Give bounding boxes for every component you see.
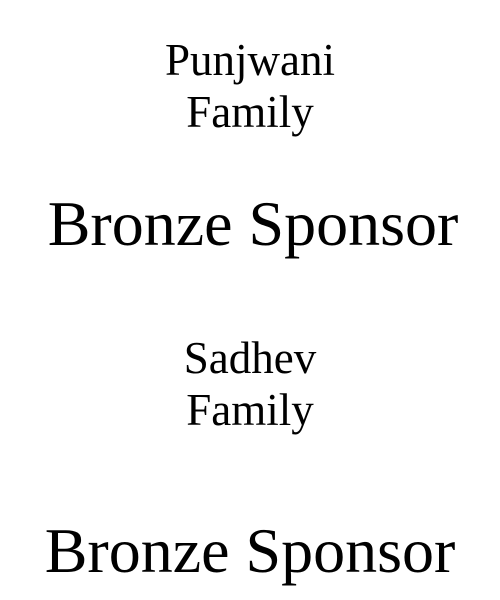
sponsor-tier-label: Bronze Sponsor bbox=[44, 515, 456, 586]
sponsor-name-line: Family bbox=[186, 87, 314, 137]
sponsor-tier-punjwani bbox=[3, 189, 500, 259]
sponsor-name-line: Sadhev bbox=[183, 333, 317, 383]
sponsor-tier-sadhev bbox=[0, 516, 500, 586]
sponsor-name-sadhev bbox=[0, 332, 500, 436]
sponsor-name-line: Punjwani bbox=[164, 35, 335, 85]
sponsor-name-line: Family bbox=[186, 385, 314, 435]
sponsor-tier-label: Bronze Sponsor bbox=[47, 188, 459, 259]
sponsor-name-punjwani bbox=[0, 34, 500, 138]
